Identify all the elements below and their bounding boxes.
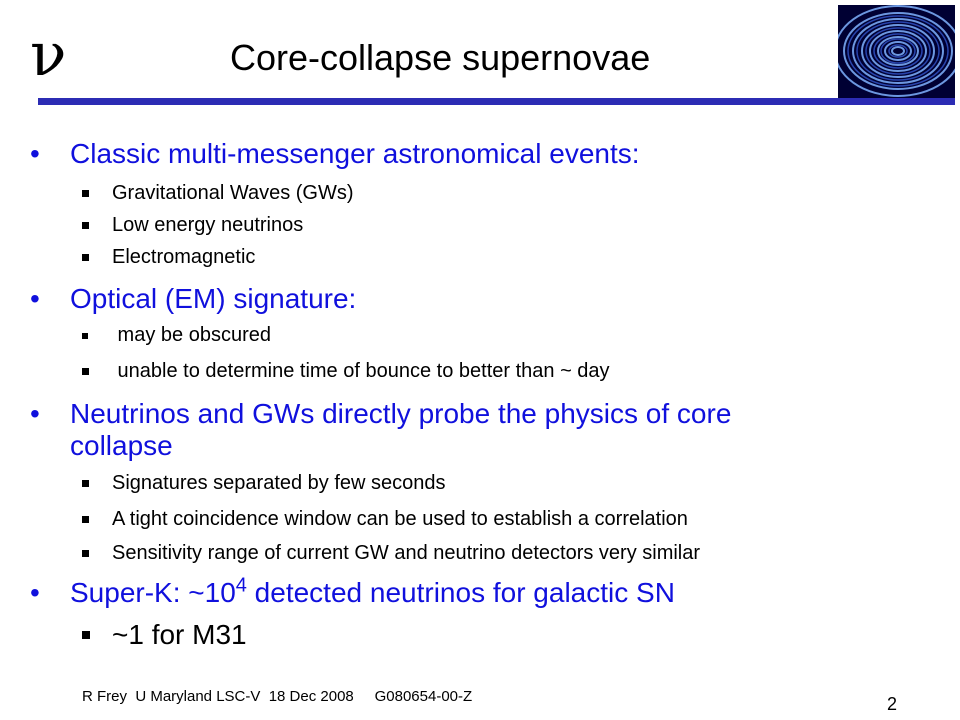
sub-bullet-text: A tight coincidence window can be used to establish a correlation <box>112 508 688 530</box>
neutrino-symbol: ν <box>30 20 67 90</box>
sub-bullet-text: ~1 for M31 <box>112 619 247 650</box>
slide-footer: R Frey U Maryland LSC-V 18 Dec 2008 G080654-00-Z <box>82 688 473 705</box>
bullet-text-line2: collapse <box>70 430 173 461</box>
square-bullet-icon <box>82 333 88 339</box>
sub-bullet-text: Electromagnetic <box>112 246 256 268</box>
slide-title: Core-collapse supernovae <box>230 37 651 78</box>
bullet-dot-icon: • <box>30 138 40 169</box>
bullet-dot-icon: • <box>30 398 40 429</box>
sub-bullet-text: unable to determine time of bounce to better than ~ day <box>112 360 610 382</box>
square-bullet-icon <box>82 516 89 523</box>
bullet-text-line1: Neutrinos and GWs directly probe the physics of core <box>70 398 732 429</box>
square-bullet-icon <box>82 480 89 487</box>
page-number: 2 <box>887 694 898 714</box>
sub-bullet-text: Low energy neutrinos <box>112 214 304 236</box>
square-bullet-icon <box>82 222 89 229</box>
bullet-dot-icon: • <box>30 577 40 608</box>
sub-bullet-text: Signatures separated by few seconds <box>112 472 446 494</box>
square-bullet-icon <box>82 368 89 375</box>
square-bullet-icon <box>82 631 90 639</box>
square-bullet-icon <box>82 254 89 261</box>
bullet-dot-icon: • <box>30 283 40 314</box>
sub-bullet-text: Gravitational Waves (GWs) <box>112 182 354 204</box>
square-bullet-icon <box>82 190 89 197</box>
sub-bullet-text: Sensitivity range of current GW and neutrino detectors very similar <box>112 542 701 564</box>
bullet-text: Classic multi-messenger astronomical events: <box>70 138 640 169</box>
bullet-text: Super-K: $\sim 10^4$ detected neutrinos for galactic SN <box>70 574 675 608</box>
bullet-text: Optical (EM) signature: <box>70 283 357 314</box>
sub-bullet-text: may be obscured <box>112 324 271 346</box>
square-bullet-icon <box>82 550 89 557</box>
